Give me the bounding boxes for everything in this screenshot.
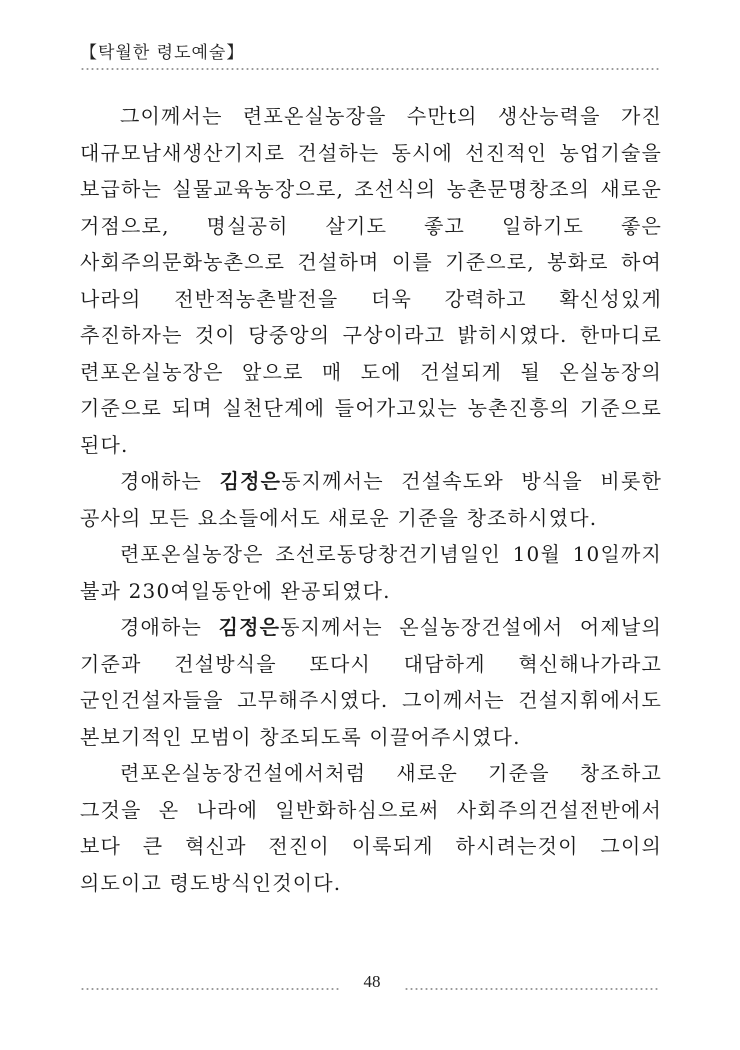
paragraph: 련포온실농장건설에서처럼 새로운 기준을 창조하고 그것을 온 나라에 일반화하심으로써 사회주의건설전반에서 보다 큰 혁신과 전진이 이룩되게 하시려는것이 그이의 의도이고 령도방식인것이다. xyxy=(80,761,662,895)
footer-divider-left xyxy=(80,986,340,992)
paragraph: 경애하는 김정은동지께서는 건설속도와 방식을 비롯한 공사의 모든 요소들에서도 새로운 기준을 창조하시였다. xyxy=(80,469,662,530)
paragraph: 련포온실농장은 조선로동당창건기념일인 10월 10일까지 불과 230여일동안에 완공되였다. xyxy=(80,542,662,603)
header-divider xyxy=(80,66,660,72)
footer-divider-right xyxy=(404,986,660,992)
body-text xyxy=(80,98,662,901)
paragraph: 그이께서는 련포온실농장을 수만t의 생산능력을 가진 대규모남새생산기지로 건설하는 동시에 선진적인 농업기술을 보급하는 실물교육농장으로, 조선식의 농촌문명창조의 새로운 거점으로, 명실공히 살기도 좋고 일하기도 좋은 사회주의문화농촌으로 건설하며 이를 기준으로, 봉화로 하여 나라의 전반적농촌발전을 더욱 강력하고 확신성있게 추진하자는 것이 당중앙의 구상이라고 밝히시였다. 한마디로 련포온실농장은 앞으로 매 도에 건설되게 될 온실농장의 기준으로 되며 실천단계에 들어가고있는 농촌진흥의 기준으로 된다. xyxy=(80,104,662,457)
page-number: 48 xyxy=(363,972,381,991)
leader-name: 김정은 xyxy=(219,469,282,493)
leader-name: 김정은 xyxy=(218,615,281,639)
running-header: 【탁월한 령도예술】 xyxy=(80,43,245,63)
paragraph: 경애하는 김정은동지께서는 온실농장건설에서 어제날의 기준과 건설방식을 또다시 대담하게 혁신해나가라고 군인건설자들을 고무해주시였다. 그이께서는 건설지휘에서도 본보기적인 모범이 창조되도록 이끌어주시였다. xyxy=(80,615,662,749)
